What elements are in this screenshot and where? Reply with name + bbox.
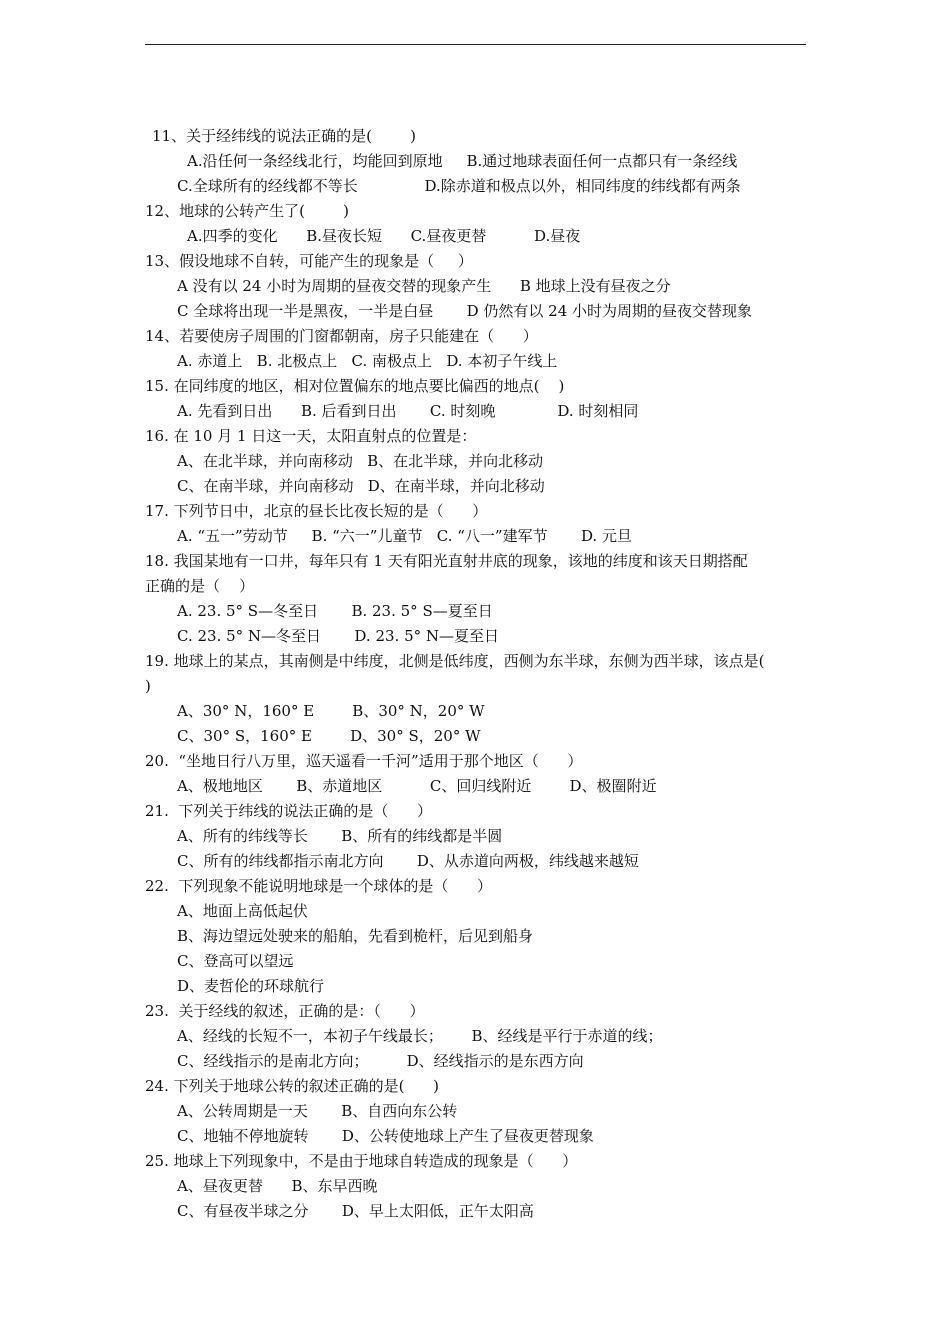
option-line: C. 23. 5° N—冬至日 D. 23. 5° N—夏至日 <box>177 627 500 645</box>
option-line: A. 赤道上 B. 北极点上 C. 南极点上 D. 本初子午线上 <box>177 352 558 370</box>
option-line: A. “五一”劳动节 B. “六一”儿童节 C. “八一”建军节 D. 元旦 <box>177 527 632 545</box>
question-line: 15. 在同纬度的地区，相对位置偏东的地点要比偏西的地点( ) <box>145 377 565 395</box>
option-line: C、有昼夜半球之分 D、早上太阳低，正午太阳高 <box>177 1202 534 1220</box>
option-line: A 没有以 24 小时为周期的昼夜交替的现象产生 B 地球上没有昼夜之分 <box>177 277 671 295</box>
option-line: C、在南半球，并向南移动 D、在南半球，并向北移动 <box>177 477 545 495</box>
option-line: A、地面上高低起伏 <box>177 902 308 920</box>
question-line: 19. 地球上的某点，其南侧是中纬度，北侧是低纬度，西侧为东半球，东侧为西半球，该点是( <box>145 652 765 670</box>
question-line: 23. 关于经线的叙述，正确的是：（ ） <box>145 1002 425 1020</box>
option-line: A、昼夜更替 B、东早西晚 <box>177 1177 378 1195</box>
question-line: 13、假设地球不自转，可能产生的现象是（ ） <box>145 252 473 270</box>
option-line: A、30° N，160° E B、30° N，20° W <box>177 702 485 720</box>
question-line: 16. 在 10 月 1 日这一天，太阳直射点的位置是： <box>145 427 477 445</box>
option-line: C、登高可以望远 <box>177 952 294 970</box>
question-line: 20. “坐地日行八万里，巡天遥看一千河”适用于那个地区（ ） <box>145 752 583 770</box>
option-line: A、极地地区 B、赤道地区 C、回归线附近 D、极圈附近 <box>177 777 657 795</box>
question-line: 24. 下列关于地球公转的叙述正确的是( ) <box>145 1077 439 1095</box>
option-line: A、经线的长短不一，本初子午线最长； B、经线是平行于赤道的线； <box>177 1027 663 1045</box>
question-line: 正确的是（ ） <box>145 577 255 595</box>
question-line: ) <box>145 677 151 695</box>
option-line: C 全球将出现一半是黑夜，一半是白昼 D 仍然有以 24 小时为周期的昼夜交替现象 <box>177 302 753 320</box>
option-line: A. 先看到日出 B. 后看到日出 C. 时刻晚 D. 时刻相同 <box>177 402 639 420</box>
header-rule <box>145 44 806 45</box>
option-line: B、海边望远处驶来的船舶，先看到桅杆，后见到船身 <box>177 927 534 945</box>
question-line: 11、关于经纬线的说法正确的是( ) <box>152 127 416 145</box>
option-line: C.全球所有的经线都不等长 D.除赤道和极点以外，相同纬度的纬线都有两条 <box>177 177 741 195</box>
question-line: 25. 地球上下列现象中，不是由于地球自转造成的现象是（ ） <box>145 1152 578 1170</box>
option-line: A、在北半球，并向南移动 B、在北半球，并向北移动 <box>177 452 544 470</box>
option-line: A、公转周期是一天 B、自西向东公转 <box>177 1102 458 1120</box>
option-line: D、麦哲伦的环球航行 <box>177 977 325 995</box>
option-line: A. 23. 5° S—冬至日 B. 23. 5° S—夏至日 <box>177 602 493 620</box>
option-line: C、所有的纬线都指示南北方向 D、从赤道向两极，纬线越来越短 <box>177 852 639 870</box>
question-line: 12、地球的公转产生了( ) <box>145 202 349 220</box>
option-line: C、地轴不停地旋转 D、公转使地球上产生了昼夜更替现象 <box>177 1127 594 1145</box>
option-line: A.四季的变化 B.昼夜长短 C.昼夜更替 D.昼夜 <box>187 227 581 245</box>
option-line: A、所有的纬线等长 B、所有的纬线都是半圆 <box>177 827 503 845</box>
option-line: C、经线指示的是南北方向； D、经线指示的是东西方向 <box>177 1052 584 1070</box>
question-line: 22. 下列现象不能说明地球是一个球体的是（ ） <box>145 877 493 895</box>
question-line: 14、若要使房子周围的门窗都朝南，房子只能建在（ ） <box>145 327 538 345</box>
option-line: C、30° S，160° E D、30° S，20° W <box>177 727 481 745</box>
question-line: 17. 下列节日中，北京的昼长比夜长短的是（ ） <box>145 502 488 520</box>
question-line: 18. 我国某地有一口井，每年只有 1 天有阳光直射井底的现象，该地的纬度和该天日期搭配 <box>145 552 748 570</box>
question-line: 21. 下列关于纬线的说法正确的是（ ） <box>145 802 433 820</box>
option-line: A.沿任何一条经线北行，均能回到原地 B.通过地球表面任何一点都只有一条经线 <box>187 152 738 170</box>
